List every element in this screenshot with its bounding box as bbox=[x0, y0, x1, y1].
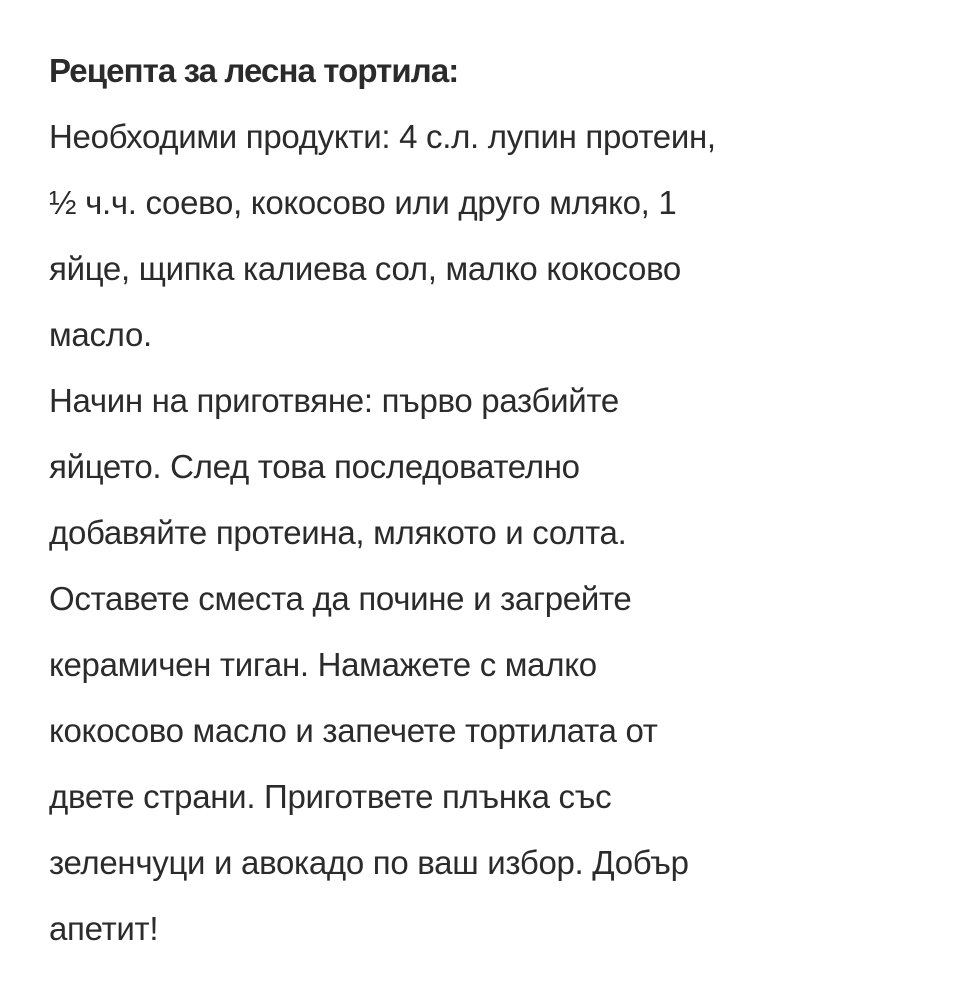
ingredients-paragraph bbox=[49, 104, 939, 368]
method-line: керамичен тиган. Намажете с малко bbox=[49, 646, 597, 683]
ingredients-line: масло. bbox=[49, 316, 152, 353]
method-paragraph bbox=[49, 368, 939, 962]
ingredients-line: ½ ч.ч. соево, кокосово или друго мляко, 1 bbox=[49, 184, 677, 221]
ingredients-line: Необходими продукти: 4 с.л. лупин протеин, bbox=[49, 118, 716, 155]
method-line: добавяйте протеина, млякото и солта. bbox=[49, 514, 627, 551]
method-line: Начин на приготвяне: първо разбийте bbox=[49, 382, 619, 419]
recipe-heading: Рецепта за лесна тортила: bbox=[49, 52, 459, 89]
method-line: кокосово масло и запечете тортилата от bbox=[49, 712, 658, 749]
recipe-article bbox=[49, 38, 939, 962]
method-line: апетит! bbox=[49, 910, 159, 947]
method-line: яйцето. След това последователно bbox=[49, 448, 580, 485]
ingredients-line: яйце, щипка калиева сол, малко кокосово bbox=[49, 250, 681, 287]
method-line: двете страни. Пригответе плънка със bbox=[49, 778, 612, 815]
method-line: Оставете сместа да почине и загрейте bbox=[49, 580, 632, 617]
method-line: зеленчуци и авокадо по ваш избор. Добър bbox=[49, 844, 689, 881]
